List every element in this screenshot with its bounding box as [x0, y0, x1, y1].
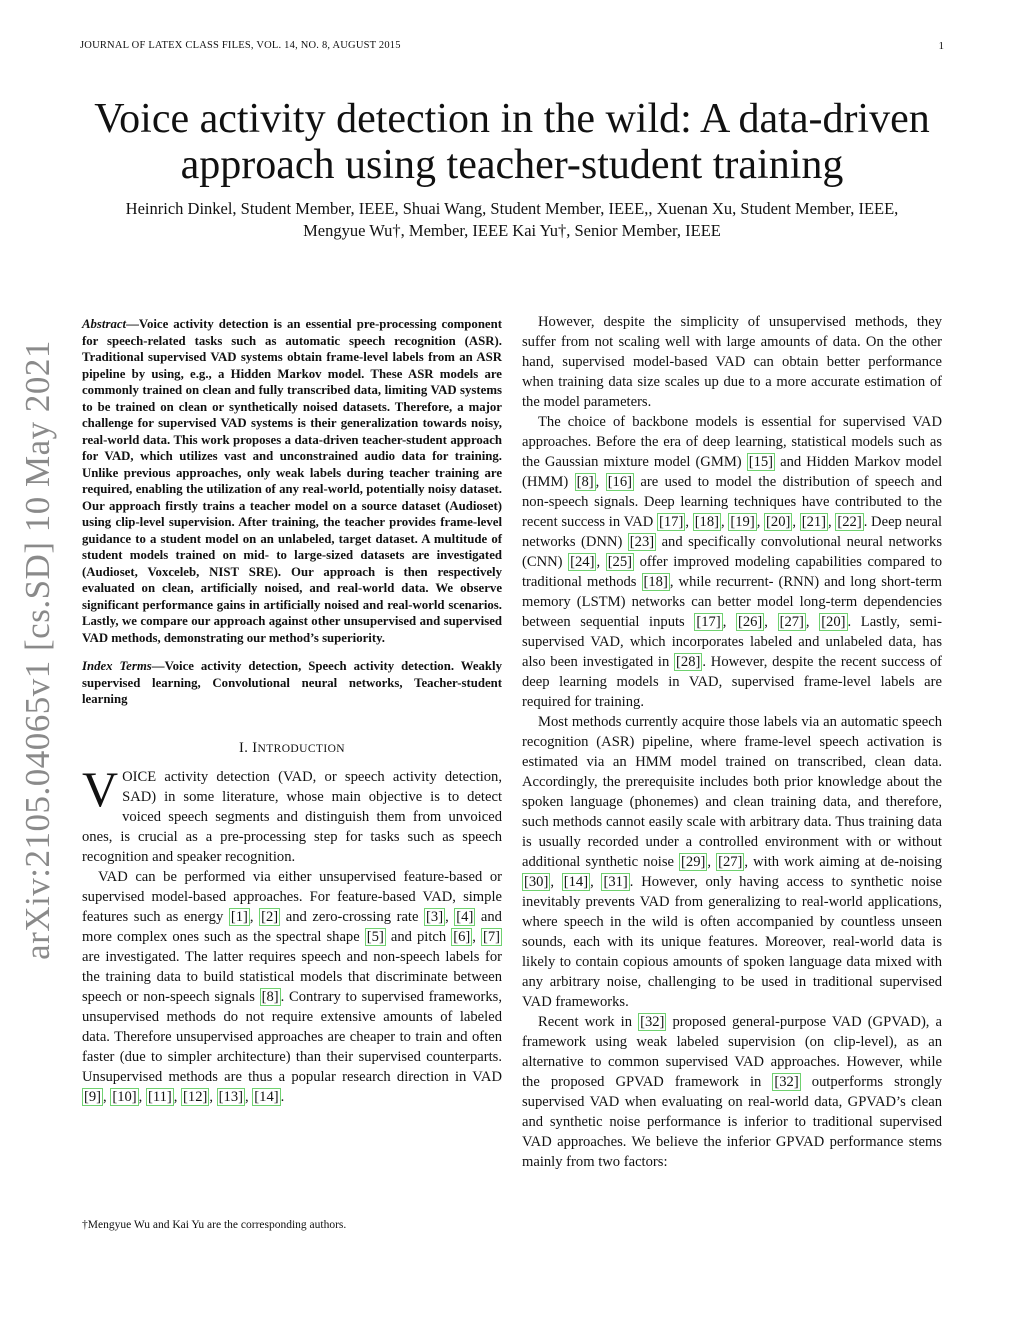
page-number: 1	[938, 40, 944, 52]
citation-link[interactable]: [14]	[563, 874, 589, 890]
author-list: Heinrich Dinkel, Student Member, IEEE, Shuai Wang, Student Member, IEEE,, Xuenan Xu, Student Member, IEEE, Mengyue Wu†, Member, IEEE Kai Yu†, Senior Member, IEEE	[125, 199, 899, 240]
intro-paragraph-1-text: OICE activity detection (VAD, or speech activity detection, SAD) in some literature, whose main objective is to detect voiced speech segments and distinguish them from unvoiced ones, is crucial as a pre-processing step for tasks such as speech recognition and speaker recognition.	[82, 768, 502, 865]
intro-paragraph-1	[82, 760, 502, 867]
citation-link[interactable]: [3]	[426, 908, 444, 925]
citation-link[interactable]: [29]	[681, 854, 706, 870]
arxiv-identifier: arXiv:2105.04065v1 [cs.SD] 10 May 2021	[18, 340, 57, 960]
footnote: †Mengyue Wu and Kai Yu are the corresponding authors.	[82, 1219, 347, 1231]
citation-link[interactable]: [20]	[821, 614, 846, 630]
citation-link[interactable]: [10]	[112, 1088, 137, 1105]
citation-link[interactable]: [13]	[218, 1088, 243, 1105]
citation-link[interactable]: [25]	[607, 554, 633, 570]
citation-link[interactable]: [4]	[456, 908, 474, 925]
section-numeral: I.	[239, 739, 249, 756]
citation-link[interactable]: [31]	[603, 874, 628, 890]
citation-link[interactable]: [5]	[366, 928, 384, 945]
citation-link[interactable]: [2]	[261, 908, 279, 925]
intro-paragraph-4: The choice of backbone models is essential for supervised VAD approaches. Before the era of deep learning, statistical models such as the Gaussian mixture model (GMM) [15] and Hidden Markov model (HMM) [8] , [16] are used to model the distribution of speech and non-speech signals. Deep learning techniques have contributed to the recent success in VAD [17] , [18] , [19] , [20] , [21] , [22] . Deep neural networks (DNN) [23] and specifically convolutional neural networks (CNN) [24] , [25] offer improved modeling capabilities compared to traditional methods [18] , while recurrent- (RNN) and long short-term memory (LSTM) networks can better model long-term dependencies between sequential inputs [17] , [26] , [27] , [20] . Lastly, semi-supervised VAD, which incorporates labeled and unlabeled data, has also been investigated in [28] . However, despite the recent success of deep learning models in VAD, supervised frame-level labels are required for training.	[522, 414, 943, 710]
citation-link[interactable]: [27]	[779, 614, 804, 630]
citation-link[interactable]: [11]	[147, 1088, 172, 1105]
citation-link[interactable]: [19]	[730, 514, 755, 530]
citation-link[interactable]: [15]	[748, 454, 774, 470]
citation-link[interactable]: [12]	[183, 1088, 208, 1105]
left-column	[82, 316, 502, 1107]
citation-link[interactable]: [26]	[737, 614, 763, 630]
section-title-rest: NTRODUCTION	[257, 742, 345, 755]
index-terms-text: —Voice activity detection, Speech activity detection. Weakly supervised learning, Convolutional neural networks, Teacher-student learning	[82, 659, 502, 706]
citation-link[interactable]: [9]	[84, 1088, 102, 1105]
citation-link[interactable]: [22]	[837, 514, 862, 530]
citation-link[interactable]: [16]	[607, 474, 633, 490]
section-heading-introduction	[82, 738, 502, 759]
citation-link[interactable]: [14]	[254, 1088, 279, 1105]
abstract-text: —Voice activity detection is an essential pre-processing component for speech-related tasks such as automatic speech recognition (ASR). Traditional supervised VAD systems obtain frame-level labels from an ASR pipeline by using, e.g., a Hidden Markov model. These ASR models are commonly trained on clean and fully transcribed data, limiting VAD systems to be trained on clean or synthetically noised datasets. Therefore, a major challenge for supervised VAD systems is their generalization towards noisy, real-world data. This work proposes a data-driven teacher-student approach for VAD, which utilizes vast and unconstrained audio data for training. Unlike previous approaches, only weak labels during teacher training are required, enabling the utilization of any real-world, potentially noisy dataset. Our approach firstly trains a teacher model on a source dataset (Audioset) using clip-level supervision. After training, the teacher provides frame-level guidance to a student model on an unlabeled, target dataset. A multitude of student models trained on mid- to large-sized datasets are investigated (Audioset, Voxceleb, NIST SRE). Our approach is then respectively evaluated on clean, artificially noised, and real-world data. We observe significant performance gains in artificially noised and real-world scenarios. Lastly, we compare our approach against other unsupervised and supervised VAD methods, demonstrating our method’s superiority.	[82, 317, 502, 645]
running-head: JOURNAL OF LATEX CLASS FILES, VOL. 14, NO. 8, AUGUST 2015	[80, 40, 401, 51]
arxiv-sidebar	[8, 340, 68, 960]
citation-link[interactable]: [27]	[718, 854, 743, 870]
abstract-label: Abstract	[82, 317, 127, 331]
section-title-initial: I	[252, 739, 258, 756]
citation-link[interactable]: [18]	[643, 574, 668, 590]
citation-link[interactable]: [17]	[659, 514, 684, 530]
citation-link[interactable]: [7]	[482, 928, 500, 945]
citation-link[interactable]: [32]	[640, 1014, 665, 1030]
citation-link[interactable]: [30]	[524, 874, 549, 890]
abstract	[82, 316, 502, 646]
citation-link[interactable]: [28]	[676, 654, 701, 670]
drop-cap: V	[82, 760, 119, 817]
paper-title: Voice activity detection in the wild: A data-driven approach using teacher-student training	[94, 96, 930, 188]
citation-link[interactable]: [21]	[801, 514, 827, 530]
citation-link[interactable]: [8]	[261, 988, 279, 1005]
index-terms	[82, 658, 502, 708]
citation-link[interactable]: [18]	[694, 514, 720, 530]
intro-paragraph-5: Most methods currently acquire those labels via an automatic speech recognition (ASR) pipeline, where frame-level speech activation is estimated via an HMM model trained on transcribed, clean data. Accordingly, the prerequisite includes both prior knowledge about the spoken language (phonemes) and clean training data, and therefore, such methods cannot easily scale with arbitrary data. Thus training data is usually recorded under a controlled environment with or without additional synthetic noise [29] , [27] , with work aiming at de-noising [30] , [14] , [31] . However, only having access to synthetic noise inevitably prevents VAD from generalizing to real-world applications, where speech in the wild is often accompanied by countless unseen sounds, each with its unique features. Moreover, real-world data is likely to contain copious amounts of spoken language data mixed with any arbitrary noise, challenging to be used in traditional supervised VAD frameworks.	[522, 714, 943, 1010]
right-column	[522, 312, 942, 1172]
citation-link[interactable]: [17]	[696, 614, 721, 630]
citation-link[interactable]: [23]	[629, 534, 655, 550]
intro-paragraph-6: Recent work in [32] proposed general-purpose VAD (GPVAD), a framework using weak labeled supervision (on clip-level), as an alternative to common supervised VAD approaches. However, while the proposed GPVAD framework in [32] outperforms strongly supervised VAD when evaluating on real-world data, GPVAD’s clean and synthetic noise performance is inferior to traditional supervised VAD approaches. We believe the inferior GPVAD performance stems mainly from two factors:	[522, 1014, 942, 1170]
citation-link[interactable]: [24]	[570, 554, 595, 570]
citation-link[interactable]: [1]	[230, 908, 248, 925]
intro-paragraph-3: However, despite the simplicity of unsupervised methods, they suffer from not scaling well with large amounts of data. On the other hand, supervised model-based VAD can obtain better performance when training data size scales up due to a more accurate estimation of the model parameters.	[522, 314, 942, 410]
intro-paragraph-2: VAD can be performed via either unsupervised feature-based or supervised model-based approaches. For feature-based VAD, simple features such as energy [1] , [2] and zero-crossing rate [3] , [4] and more complex ones such as the spectral shape [5] and pitch [6] , [7] are investigated. The latter requires speech and non-speech labels for the training data to build statistical models that discriminate between speech or non-speech signals [8] . Contrary to supervised frameworks, unsupervised methods do not require extensive amounts of labeled data. Therefore unsupervised approaches are cheaper to train and often faster (due to simpler architecture) than their supervised counterparts. Unsupervised methods are thus a popular research direction in VAD [9] , [10] , [11] , [12] , [13] , [14] .	[82, 868, 502, 1105]
citation-link[interactable]: [20]	[766, 514, 791, 530]
citation-link[interactable]: [6]	[453, 928, 471, 945]
citation-link[interactable]: [8]	[576, 474, 594, 490]
citation-link[interactable]: [32]	[774, 1074, 799, 1090]
index-terms-label: Index Terms	[82, 659, 152, 673]
